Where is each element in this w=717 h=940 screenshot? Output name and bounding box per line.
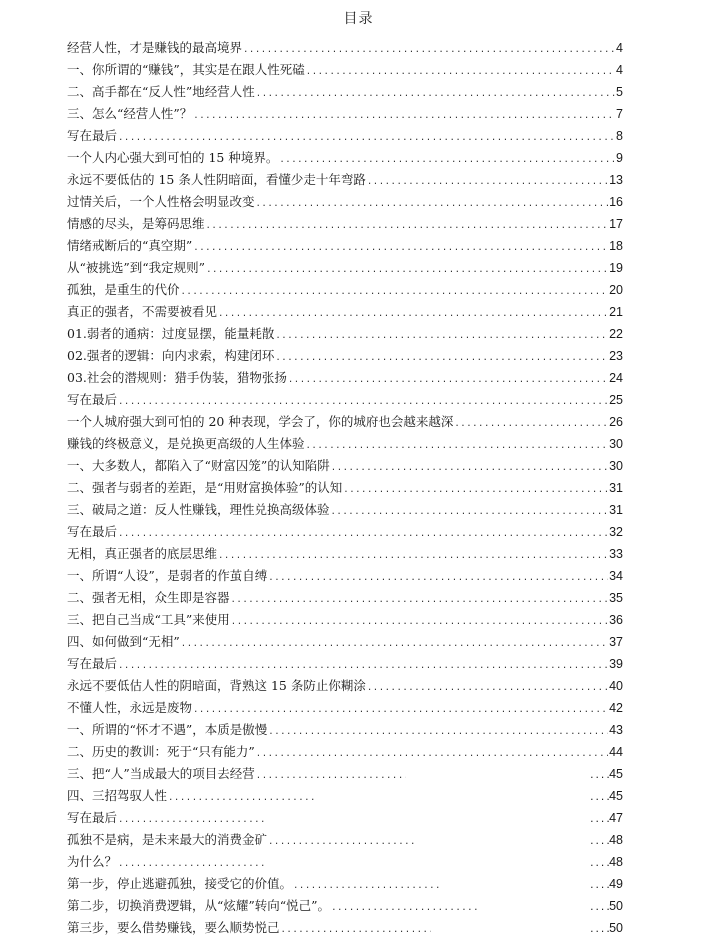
toc-entry-page: 21	[609, 305, 623, 319]
toc-entry-text: 不懂人性，永远是废物	[67, 700, 193, 715]
toc-entry-page: 35	[609, 591, 623, 605]
toc-entry-page: 37	[609, 635, 623, 649]
toc-entry-page: 31	[609, 481, 623, 495]
toc-leader-dots	[589, 815, 609, 825]
toc-entry-page: 48	[609, 833, 623, 847]
toc-entry[interactable]	[67, 764, 623, 786]
toc-entry-text: 永远不要低估人性的阴暗面，背熟这 15 条防止你糊涂	[67, 678, 366, 693]
toc-leader-dots	[243, 45, 615, 55]
toc-leader-dots	[206, 221, 609, 231]
toc-entry-page: 24	[609, 371, 623, 385]
toc-entry[interactable]	[67, 478, 623, 500]
toc-entry[interactable]	[67, 896, 623, 918]
toc-leader-dots	[118, 815, 268, 825]
toc-entry-page: 17	[609, 217, 623, 231]
toc-entry-text: 写在最后	[67, 392, 118, 407]
toc-entry-page: 32	[609, 525, 623, 539]
toc-entry-text: 一、大多数人，都陷入了“财富囚笼”的认知陷阱	[67, 458, 330, 473]
toc-entry[interactable]	[67, 170, 623, 192]
toc-entry-text: 三、把“人”当成最大的项目去经营	[67, 766, 255, 781]
toc-entry[interactable]	[67, 500, 623, 522]
toc-entry-page: 47	[609, 811, 623, 825]
toc-entry-text: 01.弱者的通病：过度显摆，能量耗散	[67, 326, 275, 341]
toc-entry-text: 四、三招驾驭人性	[67, 788, 168, 803]
toc-entry[interactable]	[67, 104, 623, 126]
toc-leader-dots	[256, 199, 609, 209]
toc-entry-text: 写在最后	[67, 524, 118, 539]
toc-entry-text: 写在最后	[67, 128, 118, 143]
toc-entry-page: 25	[609, 393, 623, 407]
toc-entry[interactable]	[67, 456, 623, 478]
toc-entry-page: 4	[616, 63, 623, 77]
toc-entry-page: 23	[609, 349, 623, 363]
toc-entry[interactable]	[67, 258, 623, 280]
toc-entry-page: 4	[616, 41, 623, 55]
toc-entry[interactable]	[67, 742, 623, 764]
toc-entry[interactable]	[67, 38, 623, 60]
toc-entry-page: 44	[609, 745, 623, 759]
toc-entry[interactable]	[67, 918, 623, 940]
toc-entry-text: 从“被挑选”到“我定规则”	[67, 260, 206, 275]
toc-entry[interactable]	[67, 302, 623, 324]
toc-entry[interactable]	[67, 148, 623, 170]
toc-leader-dots	[231, 595, 609, 605]
toc-entry-text: 三、破局之道：反人性赚钱，理性兑换高级体验	[67, 502, 330, 517]
toc-entry[interactable]	[67, 786, 623, 808]
toc-entry[interactable]	[67, 434, 623, 456]
toc-entry-page: 16	[609, 195, 623, 209]
toc-entry-page: 43	[609, 723, 623, 737]
toc-entry-text: 一个人内心强大到可怕的 15 种境界。	[67, 150, 279, 165]
toc-entry[interactable]	[67, 698, 623, 720]
toc-entry[interactable]	[67, 214, 623, 236]
toc-leader-dots	[306, 67, 615, 77]
toc-entry-text: 二、强者无相，众生即是容器	[67, 590, 230, 605]
toc-entry-page: 7	[616, 107, 623, 121]
toc-entry-page: 30	[609, 437, 623, 451]
toc-entry-page: 19	[609, 261, 623, 275]
toc-leader-dots	[118, 397, 608, 407]
toc-entry[interactable]	[67, 236, 623, 258]
toc-leader-dots	[343, 485, 608, 495]
toc-leader-dots	[306, 441, 609, 451]
toc-entry-page: 9	[616, 151, 623, 165]
toc-leader-dots	[268, 573, 608, 583]
toc-entry[interactable]	[67, 566, 623, 588]
toc-leader-dots	[206, 265, 608, 275]
toc-entry-page: 33	[609, 547, 623, 561]
toc-entry[interactable]	[67, 82, 623, 104]
toc-entry-text: 第一步，停止逃避孤独，接受它的价值。	[67, 876, 293, 891]
toc-entry[interactable]	[67, 808, 623, 830]
toc-leader-dots	[589, 837, 609, 847]
toc-leader-dots	[454, 419, 608, 429]
toc-leader-dots	[589, 793, 609, 803]
toc-entry-text: 一、你所谓的“赚钱”，其实是在跟人性死磕	[67, 62, 305, 77]
toc-leader-dots	[118, 859, 268, 869]
toc-leader-dots	[293, 881, 443, 891]
toc-entry-text: 永远不要低估的 15 条人性阴暗面，看懂少走十年弯路	[67, 172, 366, 187]
toc-entry-text: 四、如何做到“无相”	[67, 634, 180, 649]
toc-entry-text: 赚钱的终极意义，是兑换更高级的人生体验	[67, 436, 305, 451]
toc-leader-dots	[118, 661, 608, 671]
toc-entry-page: 45	[609, 767, 623, 781]
toc-leader-dots	[218, 309, 608, 319]
toc-entry-page: 30	[609, 459, 623, 473]
toc-leader-dots	[589, 925, 609, 935]
toc-entry[interactable]	[67, 720, 623, 742]
toc-entry[interactable]	[67, 874, 623, 896]
toc-entry-text: 第二步，切换消费逻辑，从“炫耀”转向“悦己”。	[67, 898, 331, 913]
toc-leader-dots	[589, 859, 609, 869]
toc-entry-text: 过情关后，一个人性格会明显改变	[67, 194, 255, 209]
toc-entry[interactable]	[67, 522, 623, 544]
toc-entry-text: 二、强者与弱者的差距，是“用财富换体验”的认知	[67, 480, 343, 495]
toc-entry-page: 5	[616, 85, 623, 99]
toc-entry-page: 48	[609, 855, 623, 869]
toc-entry-text: 三、把自己当成“工具”来使用	[67, 612, 230, 627]
toc-list	[67, 38, 623, 940]
toc-leader-dots	[256, 771, 406, 781]
toc-leader-dots	[118, 133, 615, 143]
toc-entry[interactable]	[67, 676, 623, 698]
toc-entry-page: 13	[609, 173, 623, 187]
toc-entry-text: 写在最后	[67, 810, 118, 825]
toc-entry-page: 31	[609, 503, 623, 517]
toc-entry-page: 22	[609, 327, 623, 341]
toc-entry-text: 真正的强者，不需要被看见	[67, 304, 218, 319]
toc-leader-dots	[589, 771, 609, 781]
toc-entry-text: 一、所谓的“怀才不遇”，本质是傲慢	[67, 722, 268, 737]
toc-leader-dots	[281, 925, 431, 935]
toc-leader-dots	[193, 243, 608, 253]
toc-entry-page: 34	[609, 569, 623, 583]
toc-entry[interactable]	[67, 610, 623, 632]
toc-leader-dots	[367, 177, 608, 187]
toc-entry-page: 39	[609, 657, 623, 671]
toc-entry-text: 情绪戒断后的“真空期”	[67, 238, 193, 253]
toc-leader-dots	[268, 727, 608, 737]
toc-leader-dots	[275, 331, 608, 341]
toc-entry-page: 18	[609, 239, 623, 253]
toc-entry-page: 45	[609, 789, 623, 803]
toc-leader-dots	[231, 617, 608, 627]
toc-entry-page: 49	[609, 877, 623, 891]
toc-entry[interactable]	[67, 324, 623, 346]
toc-entry-text: 二、高手都在“反人性”地经营人性	[67, 84, 255, 99]
toc-leader-dots	[256, 89, 615, 99]
toc-leader-dots	[275, 353, 608, 363]
toc-leader-dots	[331, 903, 481, 913]
toc-entry-text: 02.强者的逻辑：向内求索，构建闭环	[67, 348, 275, 363]
toc-entry-page: 20	[609, 283, 623, 297]
toc-leader-dots	[193, 111, 615, 121]
toc-entry[interactable]	[67, 126, 623, 148]
toc-leader-dots	[118, 529, 608, 539]
toc-entry-text: 情感的尽头，是筹码思维	[67, 216, 205, 231]
toc-leader-dots	[268, 837, 418, 847]
toc-entry-page: 8	[616, 129, 623, 143]
toc-title: 目录	[343, 11, 374, 27]
toc-entry[interactable]	[67, 632, 623, 654]
toc-entry-page: 26	[609, 415, 623, 429]
toc-entry-text: 三、怎么“经营人性”？	[67, 106, 193, 121]
toc-leader-dots	[589, 881, 609, 891]
toc-entry[interactable]	[67, 368, 623, 390]
toc-entry[interactable]	[67, 192, 623, 214]
toc-leader-dots	[181, 639, 608, 649]
toc-entry[interactable]	[67, 60, 623, 82]
toc-leader-dots	[193, 705, 608, 715]
toc-leader-dots	[168, 793, 318, 803]
toc-leader-dots	[218, 551, 608, 561]
toc-entry-text: 写在最后	[67, 656, 118, 671]
toc-entry-text: 二、历史的教训：死于“只有能力”	[67, 744, 255, 759]
toc-leader-dots	[367, 683, 608, 693]
toc-leader-dots	[331, 507, 609, 517]
toc-leader-dots	[288, 375, 608, 385]
toc-leader-dots	[589, 903, 609, 913]
toc-entry[interactable]	[67, 280, 623, 302]
toc-leader-dots	[279, 155, 615, 165]
toc-entry-text: 经营人性，才是赚钱的最高境界	[67, 40, 243, 55]
toc-entry-text: 无相，真正强者的底层思维	[67, 546, 218, 561]
toc-entry[interactable]	[67, 412, 623, 434]
toc-entry-page: 50	[609, 899, 623, 913]
toc-entry-text: 孤独，是重生的代价	[67, 282, 180, 297]
toc-leader-dots	[256, 749, 608, 759]
toc-entry[interactable]	[67, 544, 623, 566]
toc-entry-text: 一、所谓“人设”，是弱者的作茧自缚	[67, 568, 268, 583]
toc-entry-text: 第三步，要么借势赚钱，要么顺势悦己	[67, 920, 280, 935]
toc-entry-page: 36	[609, 613, 623, 627]
toc-entry-page: 42	[609, 701, 623, 715]
toc-entry[interactable]	[67, 390, 623, 412]
toc-entry-page: 50	[609, 921, 623, 935]
toc-leader-dots	[181, 287, 609, 297]
toc-entry[interactable]	[67, 346, 623, 368]
toc-entry[interactable]	[67, 830, 623, 852]
toc-entry[interactable]	[67, 654, 623, 676]
toc-entry-text: 03.社会的潜规则：猎手伪装，猎物张扬	[67, 370, 287, 385]
toc-entry-text: 为什么？	[67, 854, 118, 869]
toc-entry-page: 40	[609, 679, 623, 693]
toc-leader-dots	[331, 463, 608, 473]
toc-entry-text: 孤独不是病，是未来最大的消费金矿	[67, 832, 268, 847]
toc-entry[interactable]	[67, 852, 623, 874]
toc-entry[interactable]	[67, 588, 623, 610]
toc-entry-text: 一个人城府强大到可怕的 20 种表现，学会了，你的城府也会越来越深	[67, 414, 454, 429]
